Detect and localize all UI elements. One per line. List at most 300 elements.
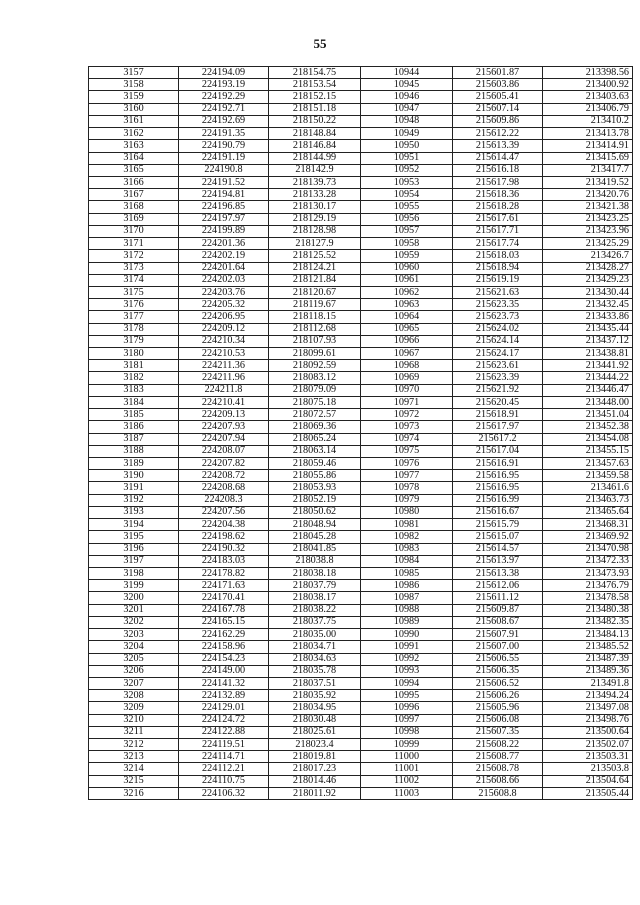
point-number-right-cell: 10984 xyxy=(361,555,453,567)
point-number-right-cell: 10957 xyxy=(361,225,453,237)
table-row xyxy=(89,348,633,360)
table-row xyxy=(89,262,633,274)
point-number-left-cell: 3166 xyxy=(89,176,179,188)
y-coordinate-right-cell: 213448.00 xyxy=(543,396,633,408)
point-number-left-cell: 3188 xyxy=(89,445,179,457)
point-number-right-cell: 10992 xyxy=(361,653,453,665)
y-coordinate-left-cell: 218048.94 xyxy=(269,519,361,531)
point-number-left-cell: 3157 xyxy=(89,67,179,79)
y-coordinate-left-cell: 218112.68 xyxy=(269,323,361,335)
table-row xyxy=(89,201,633,213)
table-row xyxy=(89,360,633,372)
table-row xyxy=(89,396,633,408)
x-coordinate-right-cell: 215616.95 xyxy=(453,470,543,482)
point-number-left-cell: 3198 xyxy=(89,567,179,579)
x-coordinate-right-cell: 215617.74 xyxy=(453,238,543,250)
x-coordinate-left-cell: 224112.21 xyxy=(179,763,269,775)
point-number-left-cell: 3189 xyxy=(89,458,179,470)
y-coordinate-left-cell: 218038.18 xyxy=(269,567,361,579)
x-coordinate-right-cell: 215608.8 xyxy=(453,787,543,799)
x-coordinate-right-cell: 215617.04 xyxy=(453,445,543,457)
y-coordinate-right-cell: 213491.8 xyxy=(543,677,633,689)
y-coordinate-left-cell: 218037.51 xyxy=(269,677,361,689)
point-number-left-cell: 3179 xyxy=(89,335,179,347)
x-coordinate-left-cell: 224141.32 xyxy=(179,677,269,689)
y-coordinate-left-cell: 218146.84 xyxy=(269,140,361,152)
point-number-right-cell: 10981 xyxy=(361,519,453,531)
y-coordinate-left-cell: 218037.75 xyxy=(269,616,361,628)
table-row xyxy=(89,604,633,616)
point-number-left-cell: 3187 xyxy=(89,433,179,445)
point-number-left-cell: 3200 xyxy=(89,592,179,604)
x-coordinate-left-cell: 224201.36 xyxy=(179,238,269,250)
y-coordinate-right-cell: 213423.25 xyxy=(543,213,633,225)
point-number-right-cell: 10968 xyxy=(361,360,453,372)
table-row xyxy=(89,616,633,628)
table-row xyxy=(89,494,633,506)
point-number-right-cell: 10952 xyxy=(361,164,453,176)
y-coordinate-left-cell: 218129.19 xyxy=(269,213,361,225)
x-coordinate-left-cell: 224192.29 xyxy=(179,91,269,103)
y-coordinate-left-cell: 218011.92 xyxy=(269,787,361,799)
table-row xyxy=(89,213,633,225)
point-number-right-cell: 10976 xyxy=(361,458,453,470)
point-number-right-cell: 10961 xyxy=(361,274,453,286)
y-coordinate-left-cell: 218025.61 xyxy=(269,726,361,738)
page-number: 55 xyxy=(313,36,327,51)
x-coordinate-right-cell: 215607.00 xyxy=(453,641,543,653)
x-coordinate-right-cell: 215613.38 xyxy=(453,567,543,579)
y-coordinate-left-cell: 218038.17 xyxy=(269,592,361,604)
table-row xyxy=(89,458,633,470)
x-coordinate-right-cell: 215623.39 xyxy=(453,372,543,384)
y-coordinate-left-cell: 218151.18 xyxy=(269,103,361,115)
y-coordinate-left-cell: 218083.12 xyxy=(269,372,361,384)
table-row xyxy=(89,67,633,79)
x-coordinate-right-cell: 215606.08 xyxy=(453,714,543,726)
y-coordinate-right-cell: 213469.92 xyxy=(543,531,633,543)
x-coordinate-right-cell: 215608.67 xyxy=(453,616,543,628)
point-number-left-cell: 3174 xyxy=(89,274,179,286)
y-coordinate-left-cell: 218035.78 xyxy=(269,665,361,677)
y-coordinate-left-cell: 218107.93 xyxy=(269,335,361,347)
table-row xyxy=(89,592,633,604)
y-coordinate-right-cell: 213487.39 xyxy=(543,653,633,665)
x-coordinate-right-cell: 215617.71 xyxy=(453,225,543,237)
x-coordinate-left-cell: 224211.8 xyxy=(179,384,269,396)
point-number-left-cell: 3210 xyxy=(89,714,179,726)
point-number-left-cell: 3178 xyxy=(89,323,179,335)
point-number-right-cell: 10994 xyxy=(361,677,453,689)
x-coordinate-left-cell: 224208.07 xyxy=(179,445,269,457)
x-coordinate-right-cell: 215612.22 xyxy=(453,128,543,140)
x-coordinate-left-cell: 224149.00 xyxy=(179,665,269,677)
x-coordinate-left-cell: 224201.64 xyxy=(179,262,269,274)
y-coordinate-right-cell: 213438.81 xyxy=(543,348,633,360)
x-coordinate-left-cell: 224207.93 xyxy=(179,421,269,433)
x-coordinate-left-cell: 224196.85 xyxy=(179,201,269,213)
table-row xyxy=(89,225,633,237)
y-coordinate-left-cell: 218079.09 xyxy=(269,384,361,396)
y-coordinate-right-cell: 213400.92 xyxy=(543,79,633,91)
x-coordinate-right-cell: 215615.07 xyxy=(453,531,543,543)
point-number-right-cell: 10973 xyxy=(361,421,453,433)
point-number-left-cell: 3161 xyxy=(89,115,179,127)
y-coordinate-left-cell: 218139.73 xyxy=(269,176,361,188)
x-coordinate-left-cell: 224206.95 xyxy=(179,311,269,323)
x-coordinate-left-cell: 224191.35 xyxy=(179,128,269,140)
y-coordinate-left-cell: 218118.15 xyxy=(269,311,361,323)
table-row xyxy=(89,470,633,482)
x-coordinate-left-cell: 224193.19 xyxy=(179,79,269,91)
x-coordinate-right-cell: 215616.67 xyxy=(453,506,543,518)
x-coordinate-right-cell: 215621.92 xyxy=(453,384,543,396)
x-coordinate-right-cell: 215606.55 xyxy=(453,653,543,665)
x-coordinate-left-cell: 224178.82 xyxy=(179,567,269,579)
point-number-right-cell: 10991 xyxy=(361,641,453,653)
point-number-right-cell: 10977 xyxy=(361,470,453,482)
table-row xyxy=(89,189,633,201)
point-number-left-cell: 3212 xyxy=(89,739,179,751)
table-row xyxy=(89,763,633,775)
y-coordinate-left-cell: 218059.46 xyxy=(269,458,361,470)
point-number-left-cell: 3183 xyxy=(89,384,179,396)
x-coordinate-left-cell: 224207.56 xyxy=(179,506,269,518)
x-coordinate-right-cell: 215608.77 xyxy=(453,751,543,763)
x-coordinate-left-cell: 224191.52 xyxy=(179,176,269,188)
x-coordinate-right-cell: 215616.91 xyxy=(453,458,543,470)
point-number-left-cell: 3208 xyxy=(89,690,179,702)
x-coordinate-left-cell: 224210.41 xyxy=(179,396,269,408)
x-coordinate-left-cell: 224154.23 xyxy=(179,653,269,665)
table-row xyxy=(89,250,633,262)
x-coordinate-left-cell: 224199.89 xyxy=(179,225,269,237)
table-row xyxy=(89,677,633,689)
table-row xyxy=(89,152,633,164)
y-coordinate-left-cell: 218065.24 xyxy=(269,433,361,445)
y-coordinate-right-cell: 213413.78 xyxy=(543,128,633,140)
table-row xyxy=(89,665,633,677)
x-coordinate-left-cell: 224129.01 xyxy=(179,702,269,714)
x-coordinate-right-cell: 215601.87 xyxy=(453,67,543,79)
y-coordinate-right-cell: 213415.69 xyxy=(543,152,633,164)
y-coordinate-left-cell: 218034.71 xyxy=(269,641,361,653)
x-coordinate-right-cell: 215623.61 xyxy=(453,360,543,372)
y-coordinate-left-cell: 218030.48 xyxy=(269,714,361,726)
point-number-left-cell: 3203 xyxy=(89,629,179,641)
y-coordinate-left-cell: 218023.4 xyxy=(269,739,361,751)
table-row xyxy=(89,176,633,188)
x-coordinate-right-cell: 215617.61 xyxy=(453,213,543,225)
table-row xyxy=(89,286,633,298)
point-number-right-cell: 10970 xyxy=(361,384,453,396)
point-number-left-cell: 3202 xyxy=(89,616,179,628)
point-number-right-cell: 10969 xyxy=(361,372,453,384)
y-coordinate-left-cell: 218019.81 xyxy=(269,751,361,763)
point-number-right-cell: 11003 xyxy=(361,787,453,799)
y-coordinate-right-cell: 213446.47 xyxy=(543,384,633,396)
point-number-left-cell: 3185 xyxy=(89,409,179,421)
y-coordinate-right-cell: 213461.6 xyxy=(543,482,633,494)
point-number-right-cell: 10944 xyxy=(361,67,453,79)
point-number-right-cell: 10945 xyxy=(361,79,453,91)
table-row xyxy=(89,323,633,335)
x-coordinate-left-cell: 224208.3 xyxy=(179,494,269,506)
y-coordinate-left-cell: 218034.63 xyxy=(269,653,361,665)
y-coordinate-right-cell: 213473.93 xyxy=(543,567,633,579)
point-number-right-cell: 10972 xyxy=(361,409,453,421)
point-number-right-cell: 10966 xyxy=(361,335,453,347)
y-coordinate-left-cell: 218130.17 xyxy=(269,201,361,213)
x-coordinate-right-cell: 215607.35 xyxy=(453,726,543,738)
point-number-left-cell: 3196 xyxy=(89,543,179,555)
x-coordinate-right-cell: 215624.02 xyxy=(453,323,543,335)
table-row xyxy=(89,739,633,751)
point-number-right-cell: 10982 xyxy=(361,531,453,543)
x-coordinate-left-cell: 224209.12 xyxy=(179,323,269,335)
x-coordinate-right-cell: 215623.35 xyxy=(453,299,543,311)
point-number-left-cell: 3211 xyxy=(89,726,179,738)
point-number-left-cell: 3167 xyxy=(89,189,179,201)
y-coordinate-right-cell: 213480.38 xyxy=(543,604,633,616)
point-number-right-cell: 10956 xyxy=(361,213,453,225)
table-row xyxy=(89,433,633,445)
y-coordinate-right-cell: 213432.45 xyxy=(543,299,633,311)
x-coordinate-left-cell: 224194.09 xyxy=(179,67,269,79)
x-coordinate-right-cell: 215613.39 xyxy=(453,140,543,152)
point-number-left-cell: 3209 xyxy=(89,702,179,714)
x-coordinate-left-cell: 224192.71 xyxy=(179,103,269,115)
point-number-left-cell: 3214 xyxy=(89,763,179,775)
x-coordinate-right-cell: 215614.47 xyxy=(453,152,543,164)
y-coordinate-right-cell: 213423.96 xyxy=(543,225,633,237)
y-coordinate-left-cell: 218127.9 xyxy=(269,238,361,250)
y-coordinate-right-cell: 213457.63 xyxy=(543,458,633,470)
x-coordinate-right-cell: 215617.97 xyxy=(453,421,543,433)
table-row xyxy=(89,555,633,567)
y-coordinate-left-cell: 218121.84 xyxy=(269,274,361,286)
x-coordinate-right-cell: 215612.06 xyxy=(453,580,543,592)
table-row xyxy=(89,543,633,555)
table-row xyxy=(89,372,633,384)
point-number-right-cell: 10980 xyxy=(361,506,453,518)
y-coordinate-right-cell: 213470.98 xyxy=(543,543,633,555)
y-coordinate-left-cell: 218063.14 xyxy=(269,445,361,457)
x-coordinate-right-cell: 215608.66 xyxy=(453,775,543,787)
table-row xyxy=(89,409,633,421)
x-coordinate-right-cell: 215616.95 xyxy=(453,482,543,494)
point-number-right-cell: 10987 xyxy=(361,592,453,604)
x-coordinate-left-cell: 224167.78 xyxy=(179,604,269,616)
table-row xyxy=(89,653,633,665)
table-row xyxy=(89,299,633,311)
table-row xyxy=(89,506,633,518)
table-row xyxy=(89,567,633,579)
x-coordinate-right-cell: 215617.2 xyxy=(453,433,543,445)
point-number-left-cell: 3213 xyxy=(89,751,179,763)
point-number-right-cell: 10990 xyxy=(361,629,453,641)
table-row xyxy=(89,79,633,91)
point-number-right-cell: 10965 xyxy=(361,323,453,335)
table-row xyxy=(89,775,633,787)
y-coordinate-right-cell: 213497.08 xyxy=(543,702,633,714)
x-coordinate-left-cell: 224191.19 xyxy=(179,152,269,164)
y-coordinate-left-cell: 218120.67 xyxy=(269,286,361,298)
x-coordinate-left-cell: 224202.19 xyxy=(179,250,269,262)
point-number-right-cell: 10953 xyxy=(361,176,453,188)
y-coordinate-left-cell: 218153.54 xyxy=(269,79,361,91)
x-coordinate-right-cell: 215607.14 xyxy=(453,103,543,115)
y-coordinate-left-cell: 218069.36 xyxy=(269,421,361,433)
table-row xyxy=(89,335,633,347)
y-coordinate-right-cell: 213489.36 xyxy=(543,665,633,677)
x-coordinate-right-cell: 215623.73 xyxy=(453,311,543,323)
x-coordinate-left-cell: 224119.51 xyxy=(179,739,269,751)
y-coordinate-right-cell: 213478.58 xyxy=(543,592,633,604)
x-coordinate-right-cell: 215619.19 xyxy=(453,274,543,286)
point-number-right-cell: 10955 xyxy=(361,201,453,213)
x-coordinate-right-cell: 215617.98 xyxy=(453,176,543,188)
x-coordinate-right-cell: 215618.28 xyxy=(453,201,543,213)
table-row xyxy=(89,690,633,702)
point-number-left-cell: 3175 xyxy=(89,286,179,298)
y-coordinate-right-cell: 213455.15 xyxy=(543,445,633,457)
point-number-right-cell: 10946 xyxy=(361,91,453,103)
point-number-left-cell: 3165 xyxy=(89,164,179,176)
coordinates-table xyxy=(88,66,633,800)
x-coordinate-left-cell: 224205.32 xyxy=(179,299,269,311)
x-coordinate-left-cell: 224210.34 xyxy=(179,335,269,347)
x-coordinate-left-cell: 224171.63 xyxy=(179,580,269,592)
y-coordinate-left-cell: 218035.92 xyxy=(269,690,361,702)
table-row xyxy=(89,445,633,457)
point-number-right-cell: 10975 xyxy=(361,445,453,457)
point-number-right-cell: 10979 xyxy=(361,494,453,506)
x-coordinate-left-cell: 224211.96 xyxy=(179,372,269,384)
x-coordinate-left-cell: 224190.79 xyxy=(179,140,269,152)
point-number-left-cell: 3172 xyxy=(89,250,179,262)
point-number-right-cell: 10951 xyxy=(361,152,453,164)
y-coordinate-left-cell: 218038.8 xyxy=(269,555,361,567)
table-row xyxy=(89,751,633,763)
y-coordinate-right-cell: 213459.58 xyxy=(543,470,633,482)
x-coordinate-right-cell: 215624.17 xyxy=(453,348,543,360)
y-coordinate-left-cell: 218119.67 xyxy=(269,299,361,311)
x-coordinate-right-cell: 215611.12 xyxy=(453,592,543,604)
table-row xyxy=(89,519,633,531)
x-coordinate-left-cell: 224183.03 xyxy=(179,555,269,567)
y-coordinate-left-cell: 218035.00 xyxy=(269,629,361,641)
table-row xyxy=(89,115,633,127)
y-coordinate-right-cell: 213482.35 xyxy=(543,616,633,628)
x-coordinate-left-cell: 224197.97 xyxy=(179,213,269,225)
table-row xyxy=(89,702,633,714)
table-row xyxy=(89,787,633,799)
point-number-left-cell: 3190 xyxy=(89,470,179,482)
point-number-right-cell: 10986 xyxy=(361,580,453,592)
point-number-right-cell: 10959 xyxy=(361,250,453,262)
point-number-right-cell: 11001 xyxy=(361,763,453,775)
x-coordinate-left-cell: 224162.29 xyxy=(179,629,269,641)
point-number-left-cell: 3163 xyxy=(89,140,179,152)
table-row xyxy=(89,384,633,396)
y-coordinate-left-cell: 218075.18 xyxy=(269,396,361,408)
point-number-right-cell: 10996 xyxy=(361,702,453,714)
y-coordinate-right-cell: 213419.52 xyxy=(543,176,633,188)
y-coordinate-right-cell: 213429.23 xyxy=(543,274,633,286)
x-coordinate-right-cell: 215616.99 xyxy=(453,494,543,506)
x-coordinate-right-cell: 215609.87 xyxy=(453,604,543,616)
point-number-right-cell: 10998 xyxy=(361,726,453,738)
x-coordinate-left-cell: 224165.15 xyxy=(179,616,269,628)
point-number-right-cell: 11002 xyxy=(361,775,453,787)
y-coordinate-left-cell: 218128.98 xyxy=(269,225,361,237)
y-coordinate-right-cell: 213498.76 xyxy=(543,714,633,726)
x-coordinate-left-cell: 224158.96 xyxy=(179,641,269,653)
table-row xyxy=(89,531,633,543)
point-number-left-cell: 3181 xyxy=(89,360,179,372)
y-coordinate-left-cell: 218041.85 xyxy=(269,543,361,555)
point-number-left-cell: 3193 xyxy=(89,506,179,518)
y-coordinate-right-cell: 213503.31 xyxy=(543,751,633,763)
point-number-right-cell: 10997 xyxy=(361,714,453,726)
x-coordinate-right-cell: 215618.94 xyxy=(453,262,543,274)
x-coordinate-left-cell: 224209.13 xyxy=(179,409,269,421)
x-coordinate-right-cell: 215615.79 xyxy=(453,519,543,531)
coordinates-table-body xyxy=(89,67,633,800)
table-row xyxy=(89,641,633,653)
x-coordinate-left-cell: 224124.72 xyxy=(179,714,269,726)
point-number-right-cell: 10949 xyxy=(361,128,453,140)
x-coordinate-right-cell: 215606.52 xyxy=(453,677,543,689)
y-coordinate-left-cell: 218148.84 xyxy=(269,128,361,140)
y-coordinate-right-cell: 213437.12 xyxy=(543,335,633,347)
y-coordinate-right-cell: 213417.7 xyxy=(543,164,633,176)
y-coordinate-left-cell: 218150.22 xyxy=(269,115,361,127)
table-row xyxy=(89,164,633,176)
x-coordinate-right-cell: 215618.36 xyxy=(453,189,543,201)
point-number-right-cell: 10958 xyxy=(361,238,453,250)
point-number-left-cell: 3192 xyxy=(89,494,179,506)
x-coordinate-left-cell: 224198.62 xyxy=(179,531,269,543)
table-row xyxy=(89,714,633,726)
y-coordinate-left-cell: 218038.22 xyxy=(269,604,361,616)
table-row xyxy=(89,580,633,592)
point-number-right-cell: 10995 xyxy=(361,690,453,702)
y-coordinate-left-cell: 218124.21 xyxy=(269,262,361,274)
point-number-right-cell: 10948 xyxy=(361,115,453,127)
point-number-left-cell: 3158 xyxy=(89,79,179,91)
point-number-left-cell: 3173 xyxy=(89,262,179,274)
y-coordinate-left-cell: 218050.62 xyxy=(269,506,361,518)
x-coordinate-left-cell: 224208.68 xyxy=(179,482,269,494)
point-number-left-cell: 3168 xyxy=(89,201,179,213)
y-coordinate-right-cell: 213500.64 xyxy=(543,726,633,738)
point-number-left-cell: 3191 xyxy=(89,482,179,494)
point-number-left-cell: 3186 xyxy=(89,421,179,433)
point-number-left-cell: 3171 xyxy=(89,238,179,250)
x-coordinate-left-cell: 224211.36 xyxy=(179,360,269,372)
point-number-right-cell: 11000 xyxy=(361,751,453,763)
x-coordinate-left-cell: 224203.76 xyxy=(179,286,269,298)
x-coordinate-right-cell: 215603.86 xyxy=(453,79,543,91)
table-row xyxy=(89,103,633,115)
y-coordinate-right-cell: 213503.8 xyxy=(543,763,633,775)
point-number-left-cell: 3215 xyxy=(89,775,179,787)
y-coordinate-right-cell: 213433.86 xyxy=(543,311,633,323)
point-number-left-cell: 3206 xyxy=(89,665,179,677)
point-number-right-cell: 10978 xyxy=(361,482,453,494)
